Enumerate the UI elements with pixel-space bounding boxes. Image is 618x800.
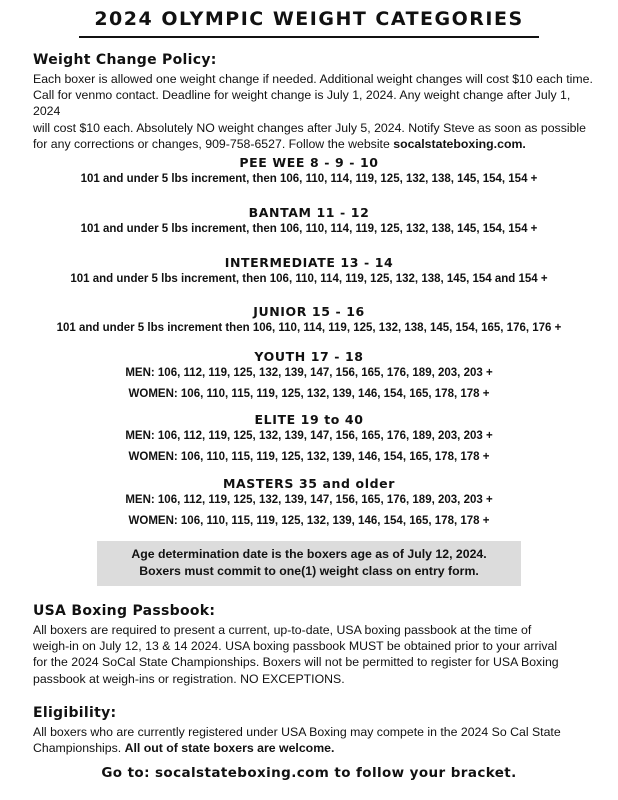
passbook-line: weigh-in on July 12, 13 & 14 2024. USA boxing passbook MUST be obtained prior to your arrival <box>33 639 558 654</box>
passbook-heading: USA Boxing Passbook: <box>33 603 216 619</box>
category-weights-women: WOMEN: 106, 110, 115, 119, 125, 132, 139, 146, 154, 165, 178, 178 + <box>128 515 490 527</box>
passbook-line: passbook at weigh-ins or registration. NO EXCEPTIONS. <box>33 671 345 686</box>
title-underline <box>79 36 539 38</box>
passbook-line: for the 2024 SoCal State Championships. Boxers will not be permitted to register for USA Boxing <box>33 655 559 670</box>
passbook-paragraph <box>33 622 593 687</box>
policy-line: will cost $10 each. Absolutely NO weight changes after July 5, 2024. Notify Steve as soon as possible <box>33 120 586 135</box>
category-elite <box>0 411 618 465</box>
category-weights-men: MEN: 106, 112, 119, 125, 132, 139, 147, 156, 165, 176, 189, 203, 203 + <box>125 367 493 379</box>
category-title: JUNIOR 15 - 16 <box>253 304 365 319</box>
category-weights: 101 and under 5 lbs increment, then 106, 110, 114, 119, 125, 132, 138, 145, 154, 154 + <box>80 173 538 185</box>
category-title: ELITE 19 to 40 <box>254 412 364 427</box>
category-intermediate <box>0 254 618 287</box>
category-masters <box>0 475 618 529</box>
website-link[interactable]: socalstateboxing.com. <box>393 136 526 151</box>
policy-line: Each boxer is allowed one weight change if needed. Additional weight changes will cost $10 each time. <box>33 72 593 86</box>
category-title: YOUTH 17 - 18 <box>254 349 364 364</box>
category-title: PEE WEE 8 - 9 - 10 <box>239 155 379 170</box>
policy-line <box>33 136 593 152</box>
notice-line: Boxers must commit to one(1) weight class on entry form. <box>139 564 479 578</box>
category-weights: 101 and under 5 lbs increment, then 106, 110, 114, 119, 125, 132, 138, 145, 154, 154 + <box>80 223 538 235</box>
eligibility-line-text: Championships. <box>33 741 125 756</box>
out-of-state-note: All out of state boxers are welcome. <box>124 741 335 756</box>
category-youth <box>0 348 618 402</box>
eligibility-line <box>33 740 593 756</box>
eligibility-heading: Eligibility: <box>33 705 117 721</box>
weight-change-heading: Weight Change Policy: <box>33 52 217 68</box>
category-weights: 101 and under 5 lbs increment, then 106, 110, 114, 119, 125, 132, 138, 145, 154 and 154 + <box>70 273 548 285</box>
policy-line: Call for venmo contact. Deadline for weight change is July 1, 2024. Any weight change after July 1, 2024 <box>33 88 571 119</box>
category-weights: 101 and under 5 lbs increment then 106, 110, 114, 119, 125, 132, 138, 145, 154, 165, 176, 176 + <box>56 322 562 334</box>
footer-bracket-note: Go to: socalstateboxing.com to follow your bracket. <box>101 765 517 781</box>
category-title: MASTERS 35 and older <box>222 476 395 491</box>
category-junior <box>0 303 618 336</box>
category-weights-men: MEN: 106, 112, 119, 125, 132, 139, 147, 156, 165, 176, 189, 203, 203 + <box>125 430 493 442</box>
category-bantam <box>0 204 618 237</box>
page-title: 2024 OLYMPIC WEIGHT CATEGORIES <box>94 8 524 30</box>
category-weights-women: WOMEN: 106, 110, 115, 119, 125, 132, 139, 146, 154, 165, 178, 178 + <box>128 451 490 463</box>
category-title: INTERMEDIATE 13 - 14 <box>224 255 394 270</box>
policy-line-text: for any corrections or changes, 909-758-6527. Follow the website <box>33 136 394 151</box>
category-title: BANTAM 11 - 12 <box>248 205 370 220</box>
eligibility-line: All boxers who are currently registered under USA Boxing may compete in the 2024 So Cal State <box>33 725 561 739</box>
age-determination-notice <box>97 541 521 586</box>
weight-change-policy <box>33 71 593 152</box>
passbook-line: All boxers are required to present a current, up-to-date, USA boxing passbook at the time of <box>33 623 532 637</box>
notice-line: Age determination date is the boxers age as of July 12, 2024. <box>131 547 487 561</box>
category-weights-women: WOMEN: 106, 110, 115, 119, 125, 132, 139, 146, 154, 165, 178, 178 + <box>128 388 490 400</box>
category-pee-wee <box>0 154 618 187</box>
category-weights-men: MEN: 106, 112, 119, 125, 132, 139, 147, 156, 165, 176, 189, 203, 203 + <box>125 494 493 506</box>
eligibility-paragraph <box>33 724 593 756</box>
